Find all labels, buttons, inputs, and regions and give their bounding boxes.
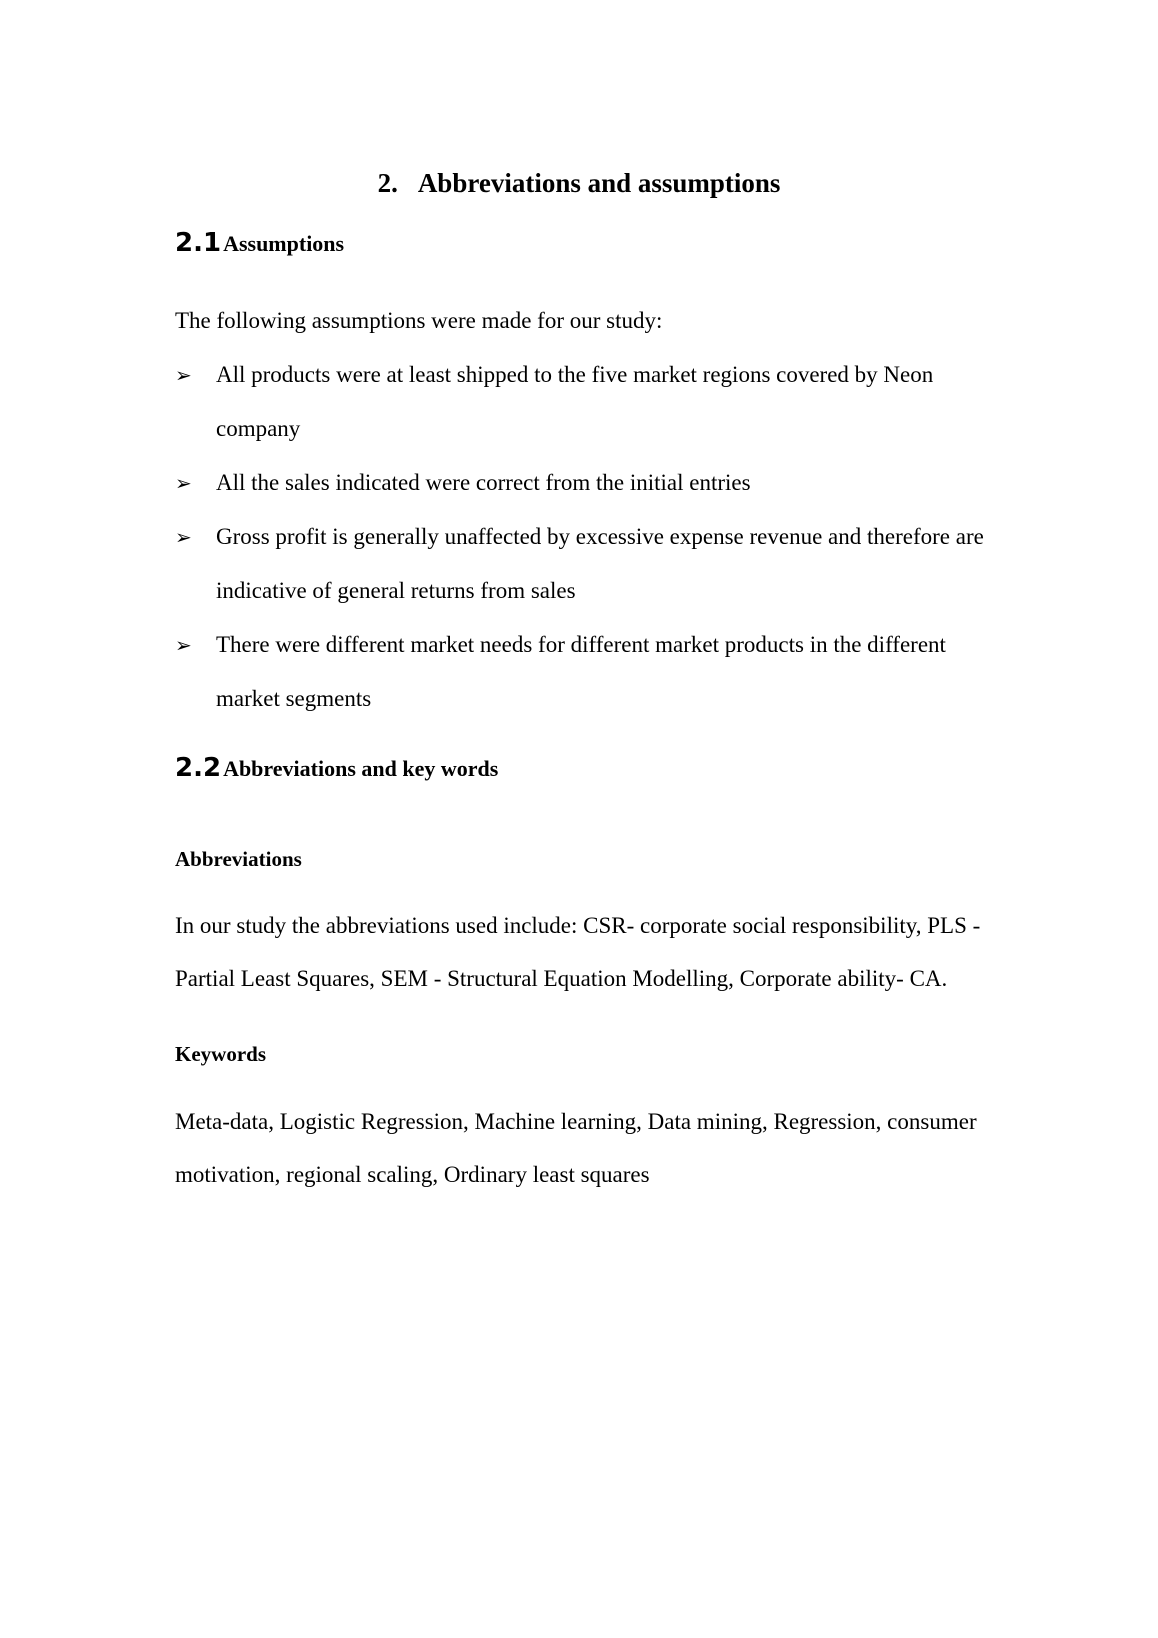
list-item: [175, 618, 995, 726]
abbreviations-heading: Abbreviations: [175, 847, 302, 871]
assumptions-list: [175, 348, 995, 726]
keywords-text: Meta-data, Logistic Regression, Machine learning, Data mining, Regression, consumer motivation, regional scaling, Ordinary least squares: [175, 1109, 977, 1187]
assumptions-number: 2.1: [175, 228, 222, 258]
assumptions-title: Assumptions: [223, 231, 345, 256]
list-item: [175, 348, 995, 456]
list-item-text: There were different market needs for different market products in the different market segments: [216, 632, 946, 711]
section-heading: [0, 165, 1158, 201]
list-item-text: All the sales indicated were correct from the initial entries: [216, 470, 751, 495]
arrowhead-bullet-icon: ➢: [175, 363, 192, 387]
arrowhead-bullet-icon: ➢: [175, 633, 192, 657]
section-title: Abbreviations and assumptions: [417, 168, 781, 198]
assumptions-heading: [175, 228, 344, 259]
section-number: 2.: [377, 168, 398, 198]
keywords-heading: Keywords: [175, 1042, 266, 1066]
list-item-text: Gross profit is generally unaffected by excessive expense revenue and therefore are indicative of general returns from sales: [216, 524, 984, 603]
abbreviations-keywords-heading: [175, 753, 498, 784]
list-item: [175, 510, 995, 618]
list-item-text: All products were at least shipped to the five market regions covered by Neon company: [216, 362, 934, 441]
assumptions-intro: The following assumptions were made for our study:: [175, 308, 663, 333]
list-item: [175, 456, 995, 510]
arrowhead-bullet-icon: ➢: [175, 525, 192, 549]
abbreviations-text: In our study the abbreviations used include: CSR- corporate social responsibility, PLS -Partial Least Squares, SEM - Structural Equation Modelling, Corporate ability- CA.: [175, 913, 981, 991]
abbreviations-keywords-title: Abbreviations and key words: [223, 756, 499, 781]
arrowhead-bullet-icon: ➢: [175, 471, 192, 495]
abbreviations-keywords-number: 2.2: [175, 753, 222, 783]
